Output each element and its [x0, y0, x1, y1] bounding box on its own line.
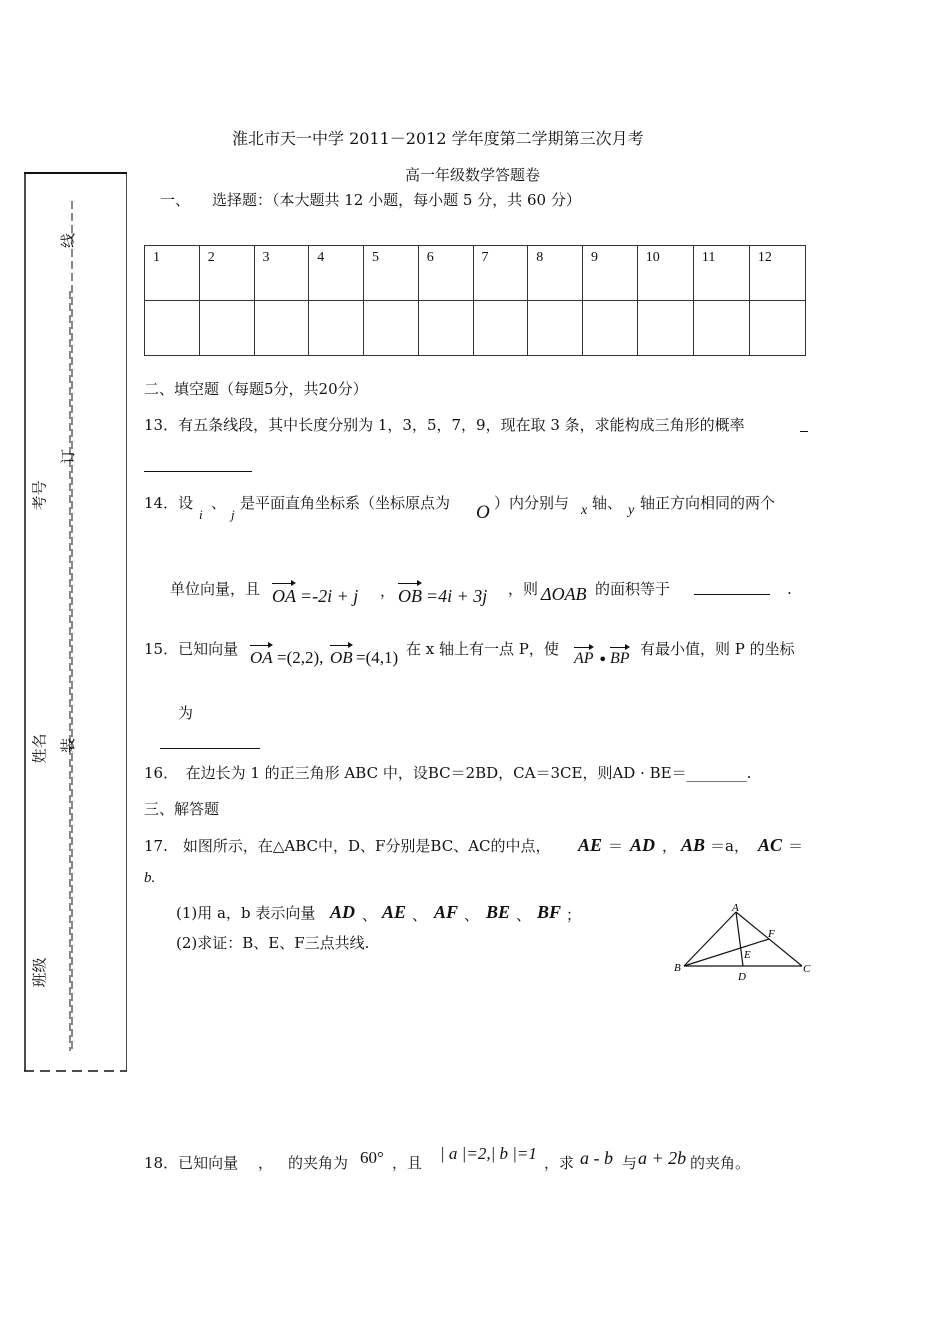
- answer-cell[interactable]: [637, 301, 693, 356]
- q14-prefix: 14．设: [144, 494, 194, 512]
- q14-ob-vector-wrap: [398, 586, 422, 607]
- label-b: B: [674, 962, 681, 974]
- class-label: 班级: [30, 957, 49, 988]
- q17-vec-ad: AD: [630, 835, 656, 855]
- label-e: E: [744, 949, 751, 961]
- q17-sub1-vec-be: BE: [486, 902, 511, 922]
- q14-answer-blank[interactable]: [694, 594, 770, 595]
- q14-sep: 、: [211, 494, 227, 512]
- exam-subtitle: 高一年级数学答题卷: [405, 166, 541, 184]
- answer-col-header: 3: [254, 246, 309, 301]
- q15-bp-vector-wrap: [610, 650, 630, 668]
- label-c: C: [803, 963, 811, 975]
- q18-mid: ，: [258, 1154, 274, 1172]
- q17-sub1-sep: 、: [362, 906, 378, 924]
- answer-cell[interactable]: [583, 301, 638, 356]
- answer-table: [144, 245, 806, 356]
- q15-text1: 在 x 轴上有一点 P，使: [406, 640, 559, 658]
- q18-end: 的夹角。: [690, 1154, 751, 1172]
- q18-text2: ，且: [392, 1154, 423, 1172]
- q15-oa-vector-wrap: [250, 648, 273, 668]
- q14-text4: 轴正方向相同的两个: [640, 494, 776, 512]
- q14-x: x: [581, 503, 588, 518]
- q14-text2: ）内分别与: [494, 494, 570, 512]
- answer-col-header: 4: [309, 246, 364, 301]
- section2-title: 二、填空题（每题5分，共20分）: [144, 380, 368, 398]
- q15-answer-blank[interactable]: [160, 748, 260, 749]
- q15-ob-vector: OB: [330, 648, 353, 667]
- binding-ding-label: 订: [59, 448, 78, 465]
- q18-text1: 的夹角为: [288, 1154, 349, 1172]
- answer-col-header: 1: [145, 246, 200, 301]
- q17-eq3: ＝: [788, 837, 804, 855]
- q15-bp-vector: BP: [610, 650, 630, 667]
- q14-comma: ，: [380, 582, 396, 600]
- q14-line2-prefix: 单位向量，且: [170, 580, 261, 598]
- q14-then: ，则: [508, 580, 539, 598]
- q18-with: 与: [622, 1154, 638, 1172]
- exam-title: 淮北市天一中学 2011－2012 学年度第二学期第三次月考: [232, 129, 644, 148]
- q18-text3: ，求: [544, 1154, 575, 1172]
- q18-prefix: 18．已知向量: [144, 1154, 239, 1172]
- q15-oa-value: =(2,2),: [277, 648, 324, 667]
- q17-vec-ab: AB: [681, 835, 706, 855]
- answer-col-header: 7: [473, 246, 528, 301]
- answer-table-header-row: [145, 246, 806, 301]
- q17-sub2: (2)求证：B、E、F三点共线.: [176, 934, 370, 952]
- label-f: F: [768, 928, 775, 940]
- label-d: D: [738, 971, 746, 983]
- label-a: A: [732, 902, 739, 914]
- answer-col-header: 9: [583, 246, 638, 301]
- q17-sub1-vec-bf: BF: [537, 902, 562, 922]
- question-16: 16． 在边长为 1 的正三角形 ABC 中，设BC＝2BD，CA＝3CE，则AD · BE＝________.: [144, 764, 752, 782]
- q17-sub1-sep: 、: [464, 906, 480, 924]
- q14-ob-vector: OB: [398, 586, 422, 606]
- answer-cell[interactable]: [418, 301, 473, 356]
- q15-ap-vector: AP: [574, 650, 594, 667]
- answer-cell[interactable]: [254, 301, 309, 356]
- q15-ap-vector-wrap: [574, 650, 594, 668]
- answer-cell[interactable]: [364, 301, 419, 356]
- q15-prefix: 15．已知向量: [144, 640, 239, 658]
- q17-sep1: ，: [662, 837, 678, 855]
- name-label: 姓名: [30, 733, 49, 764]
- section1-number: 一、: [160, 191, 191, 209]
- q14-area-text: 的面积等于: [595, 580, 671, 598]
- answer-cell[interactable]: [693, 301, 749, 356]
- binding-line-label: 线: [59, 232, 78, 249]
- q18-angle: 60°: [360, 1148, 384, 1167]
- q17-sub1-prefix: (1)用 a，b 表示向量: [176, 904, 316, 922]
- q17-eq1: ＝: [608, 837, 624, 855]
- answer-cell[interactable]: [309, 301, 364, 356]
- q14-dot: .: [787, 580, 792, 598]
- q17-vec-ac: AC: [758, 835, 783, 855]
- answer-cell[interactable]: [473, 301, 528, 356]
- q17-sub1-sep: 、: [412, 906, 428, 924]
- median-ad: [736, 912, 743, 966]
- binding-lines: [24, 171, 127, 1073]
- q18-expr1: a - b: [580, 1148, 613, 1168]
- exam-number-label: 考号: [30, 480, 49, 511]
- q17-sub1-vec-ad: AD: [330, 902, 356, 922]
- answer-col-header: 12: [749, 246, 805, 301]
- answer-col-header: 8: [528, 246, 583, 301]
- q14-oa-expr: =-2i + j: [300, 586, 359, 606]
- answer-col-header: 6: [418, 246, 473, 301]
- q17-vec-ae: AE: [578, 835, 603, 855]
- q15-line2: 为: [178, 704, 194, 722]
- q14-triangle: ΔOAB: [541, 584, 587, 604]
- q17-sub1-end: ；: [566, 906, 582, 924]
- answer-table-blank-row: [145, 301, 806, 356]
- answer-cell[interactable]: [749, 301, 805, 356]
- q17-line1b: b.: [144, 870, 156, 886]
- q13-blank-end[interactable]: [800, 414, 808, 432]
- answer-col-header: 10: [637, 246, 693, 301]
- q15-text2: 有最小值，则 P 的坐标: [640, 640, 795, 658]
- q17-sub1-sep: 、: [516, 906, 532, 924]
- q18-expr2: a + 2b: [638, 1148, 687, 1168]
- answer-cell[interactable]: [199, 301, 254, 356]
- q14-text3: 轴、: [592, 494, 623, 512]
- section3-title: 三、解答题: [144, 800, 220, 818]
- q17-eq2: ＝a，: [710, 837, 749, 855]
- q15-ob-vector-wrap: [330, 648, 353, 668]
- q14-ob-expr: =4i + 3j: [426, 586, 488, 606]
- binding-margin: [24, 171, 127, 1073]
- q15-oa-vector: OA: [250, 648, 273, 667]
- answer-col-header: 2: [199, 246, 254, 301]
- q14-i: i: [199, 507, 203, 522]
- q17-sub1-vec-ae: AE: [382, 902, 407, 922]
- answer-cell[interactable]: [145, 301, 200, 356]
- q14-text1: 是平面直角坐标系（坐标原点为: [240, 494, 451, 512]
- q14-y: y: [628, 503, 635, 518]
- section1-title: 选择题：（本大题共 12 小题，每小题 5 分，共 60 分）: [212, 191, 581, 209]
- q18-condition: | a |=2,| b |=1: [440, 1144, 537, 1163]
- q15-bullet: •: [598, 650, 608, 669]
- q15-ob-value: =(4,1): [356, 648, 399, 667]
- answer-col-header: 11: [693, 246, 749, 301]
- binding-zhuang-label: 装: [59, 737, 78, 754]
- q14-oa-vector: OA: [272, 586, 296, 606]
- q14-origin: O: [476, 502, 490, 523]
- q17-sub1-vec-af: AF: [434, 902, 459, 922]
- q14-oa-vector-wrap: [272, 586, 296, 607]
- answer-cell[interactable]: [528, 301, 583, 356]
- answer-col-header: 5: [364, 246, 419, 301]
- q17-line1: 17. 如图所示，在△ABC中，D、F分别是BC、AC的中点，: [144, 837, 551, 855]
- triangle-figure: [670, 898, 820, 990]
- q14-j: j: [231, 507, 235, 522]
- question-13: 13．有五条线段，其中长度分别为 1，3，5，7，9，现在取 3 条，求能构成三角形的概率: [144, 416, 745, 434]
- q13-answer-blank[interactable]: [144, 471, 252, 472]
